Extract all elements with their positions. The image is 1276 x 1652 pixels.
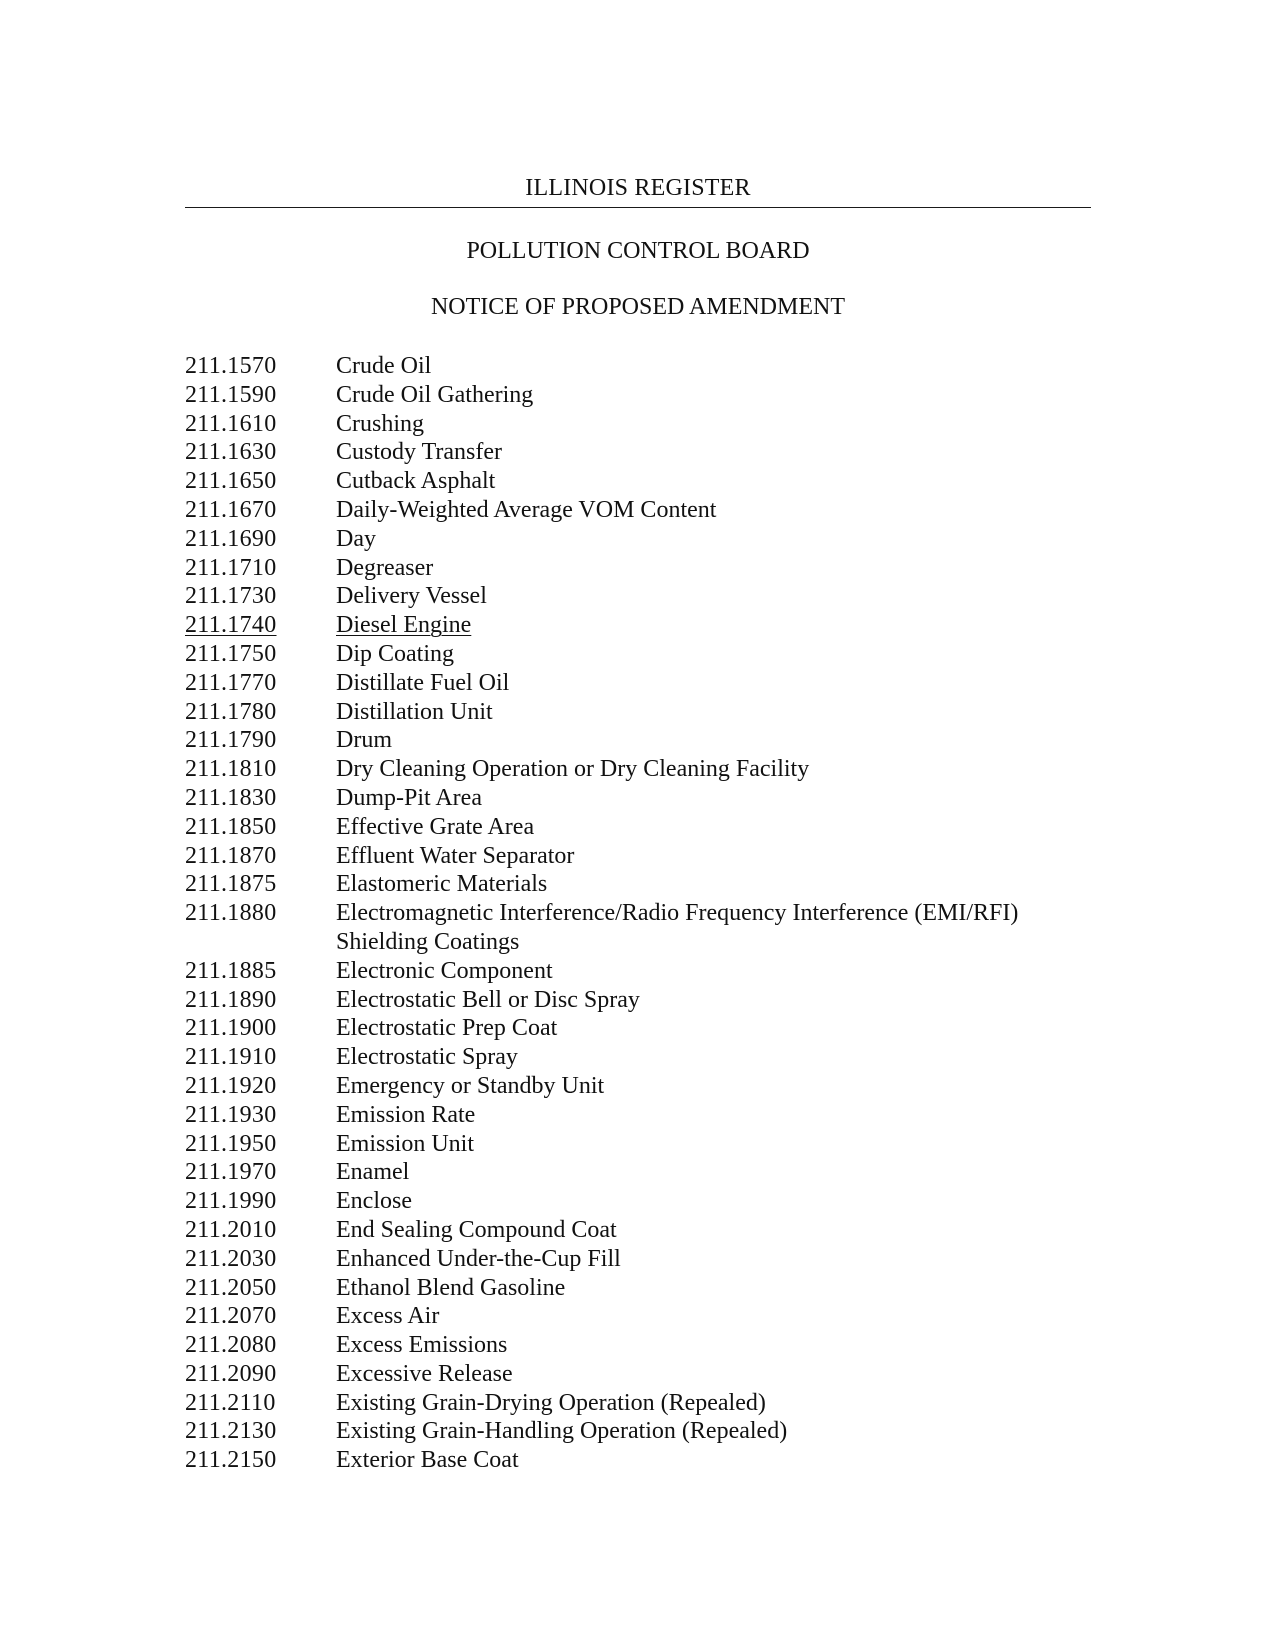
section-number — [185, 1389, 336, 1418]
section-number — [185, 842, 336, 871]
section-term-text: Drum — [336, 727, 392, 754]
section-term — [336, 1302, 1085, 1331]
section-entry — [185, 1216, 1085, 1245]
section-number-text: 211.1630 — [185, 439, 277, 466]
section-term-text: Daily-Weighted Average VOM Content — [336, 496, 717, 523]
section-term-continuation: Shielding Coatings — [336, 928, 520, 955]
section-number-text: 211.1875 — [185, 871, 277, 898]
section-number-text: 211.1690 — [185, 525, 277, 552]
section-term — [336, 784, 1085, 813]
section-entry — [185, 1360, 1085, 1389]
section-number — [185, 698, 336, 727]
section-number — [185, 870, 336, 899]
section-number — [185, 1331, 336, 1360]
section-number — [185, 669, 336, 698]
section-number-text: 211.1650 — [185, 468, 277, 495]
section-term-text: Electrostatic Prep Coat — [336, 1015, 558, 1042]
header-rule — [185, 207, 1091, 208]
section-term — [336, 381, 1085, 410]
section-term — [336, 1417, 1085, 1446]
section-term — [336, 410, 1085, 439]
register-title: ILLINOIS REGISTER — [525, 175, 751, 201]
section-term-text: Emission Unit — [336, 1130, 475, 1157]
section-entry — [185, 582, 1085, 611]
section-entry — [185, 438, 1085, 467]
section-term — [336, 899, 1085, 957]
section-term-text: Enhanced Under-the-Cup Fill — [336, 1245, 621, 1272]
section-term-text: Crushing — [336, 410, 425, 437]
section-entry — [185, 525, 1085, 554]
section-number — [185, 582, 336, 611]
section-entry — [185, 1101, 1085, 1130]
section-term — [336, 611, 1085, 640]
section-entry — [185, 1446, 1085, 1475]
section-term — [336, 1014, 1085, 1043]
section-entry — [185, 1274, 1085, 1303]
section-term-text: End Sealing Compound Coat — [336, 1216, 617, 1243]
section-number-text: 211.1885 — [185, 957, 277, 984]
section-entry — [185, 1331, 1085, 1360]
section-number-text: 211.1570 — [185, 353, 277, 379]
section-term-text: Crude Oil — [336, 353, 432, 379]
notice-title: NOTICE OF PROPOSED AMENDMENT — [430, 294, 846, 320]
section-term — [336, 1360, 1085, 1389]
section-term — [336, 554, 1085, 583]
section-entry — [185, 611, 1085, 640]
section-term — [336, 698, 1085, 727]
section-entry — [185, 669, 1085, 698]
section-number-text: 211.2130 — [185, 1418, 277, 1445]
section-term — [336, 1187, 1085, 1216]
section-term-text: Crude Oil Gathering — [336, 381, 534, 408]
section-term-text: Excess Emissions — [336, 1332, 508, 1359]
section-number-text: 211.1740 — [185, 612, 277, 639]
section-number-text: 211.1770 — [185, 669, 277, 696]
section-term-text: Electrostatic Bell or Disc Spray — [336, 986, 640, 1013]
section-entry — [185, 755, 1085, 784]
section-number-text: 211.2030 — [185, 1245, 277, 1272]
section-term-text: Distillation Unit — [336, 698, 493, 725]
section-number-text: 211.1880 — [185, 900, 277, 927]
section-term-text: Dump-Pit Area — [336, 784, 482, 811]
section-number-text: 211.2090 — [185, 1360, 277, 1387]
section-number — [185, 410, 336, 439]
section-number — [185, 611, 336, 640]
section-term-text: Day — [336, 525, 376, 552]
section-number-text: 211.2070 — [185, 1303, 277, 1330]
section-number — [185, 1158, 336, 1187]
section-entry — [185, 813, 1085, 842]
section-term — [336, 986, 1085, 1015]
section-number — [185, 813, 336, 842]
section-term — [336, 755, 1085, 784]
section-number-text: 211.1990 — [185, 1188, 277, 1215]
section-entry — [185, 842, 1085, 871]
section-term — [336, 496, 1085, 525]
section-number-text: 211.1730 — [185, 583, 277, 610]
section-entry — [185, 1302, 1085, 1331]
section-number — [185, 1302, 336, 1331]
section-number — [185, 1274, 336, 1303]
section-number-text: 211.2110 — [185, 1389, 276, 1416]
board-title: POLLUTION CONTROL BOARD — [466, 238, 810, 264]
section-entry — [185, 1245, 1085, 1274]
section-term — [336, 467, 1085, 496]
section-number — [185, 496, 336, 525]
section-term-text: Exterior Base Coat — [336, 1447, 519, 1474]
section-number-text: 211.1670 — [185, 496, 277, 523]
section-number-text: 211.1780 — [185, 698, 277, 725]
section-term — [336, 813, 1085, 842]
section-entry — [185, 554, 1085, 583]
section-term — [336, 525, 1085, 554]
section-number-text: 211.1850 — [185, 813, 277, 840]
section-entry — [185, 1187, 1085, 1216]
section-number-text: 211.1900 — [185, 1015, 277, 1042]
section-term-text: Existing Grain-Handling Operation (Repealed) — [336, 1418, 788, 1445]
section-entry — [185, 986, 1085, 1015]
section-term — [336, 1389, 1085, 1418]
section-number — [185, 1417, 336, 1446]
section-term — [336, 1216, 1085, 1245]
section-term — [336, 1101, 1085, 1130]
section-term — [336, 726, 1085, 755]
section-term-text: Diesel Engine — [336, 612, 472, 639]
section-number — [185, 726, 336, 755]
section-term-text: Electronic Component — [336, 957, 553, 984]
section-number — [185, 1072, 336, 1101]
section-number — [185, 986, 336, 1015]
section-list — [185, 352, 1085, 1475]
section-number — [185, 352, 336, 381]
section-number — [185, 438, 336, 467]
section-term — [336, 1072, 1085, 1101]
section-entry — [185, 410, 1085, 439]
section-term — [336, 1043, 1085, 1072]
section-number-text: 211.1910 — [185, 1044, 277, 1071]
section-term-text: Ethanol Blend Gasoline — [336, 1274, 566, 1301]
section-entry — [185, 726, 1085, 755]
section-number-text: 211.1890 — [185, 986, 277, 1013]
section-number-text: 211.2080 — [185, 1332, 277, 1359]
section-number — [185, 784, 336, 813]
section-number — [185, 957, 336, 986]
section-number — [185, 1043, 336, 1072]
section-number — [185, 1446, 336, 1475]
section-entry — [185, 957, 1085, 986]
section-term-text: Dry Cleaning Operation or Dry Cleaning Facility — [336, 756, 810, 783]
section-entry — [185, 870, 1085, 899]
section-term-text: Elastomeric Materials — [336, 871, 548, 898]
section-entry — [185, 1417, 1085, 1446]
section-entry — [185, 899, 1085, 957]
section-entry — [185, 784, 1085, 813]
section-term-text: Cutback Asphalt — [336, 468, 496, 495]
section-entry — [185, 1389, 1085, 1418]
section-term — [336, 1130, 1085, 1159]
section-term-text: Excess Air — [336, 1303, 440, 1330]
section-entry — [185, 1130, 1085, 1159]
section-entry — [185, 467, 1085, 496]
section-number — [185, 554, 336, 583]
section-term-text: Excessive Release — [336, 1360, 513, 1387]
section-term — [336, 1245, 1085, 1274]
section-term-text: Existing Grain-Drying Operation (Repealed) — [336, 1389, 766, 1416]
section-number-text: 211.1950 — [185, 1130, 277, 1157]
section-term — [336, 669, 1085, 698]
section-number-text: 211.1590 — [185, 381, 277, 408]
section-term — [336, 842, 1085, 871]
section-entry — [185, 381, 1085, 410]
section-number — [185, 755, 336, 784]
section-number-text: 211.1970 — [185, 1159, 277, 1186]
section-term-text: Enamel — [336, 1159, 410, 1186]
section-term-text: Degreaser — [336, 554, 434, 581]
section-entry — [185, 698, 1085, 727]
section-term-text: Electromagnetic Interference/Radio Frequency Interference (EMI/RFI) — [336, 900, 1019, 927]
section-term — [336, 438, 1085, 467]
section-term — [336, 870, 1085, 899]
section-number — [185, 899, 336, 957]
section-number — [185, 1130, 336, 1159]
section-number — [185, 1014, 336, 1043]
section-number-text: 211.2010 — [185, 1216, 277, 1243]
section-number — [185, 467, 336, 496]
section-term-text: Electrostatic Spray — [336, 1044, 518, 1071]
section-number — [185, 1360, 336, 1389]
section-number-text: 211.1830 — [185, 784, 277, 811]
section-number — [185, 1187, 336, 1216]
section-number — [185, 525, 336, 554]
section-term-text: Delivery Vessel — [336, 583, 487, 610]
section-number — [185, 640, 336, 669]
section-term-text: Distillate Fuel Oil — [336, 669, 510, 696]
section-number-text: 211.2150 — [185, 1447, 277, 1474]
section-term-text: Emergency or Standby Unit — [336, 1072, 605, 1099]
section-entry — [185, 1158, 1085, 1187]
section-term — [336, 1446, 1085, 1475]
section-number-text: 211.1610 — [185, 410, 277, 437]
section-term-text: Emission Rate — [336, 1101, 476, 1128]
section-entry — [185, 352, 1085, 381]
section-number-text: 211.2050 — [185, 1274, 277, 1301]
section-term-text: Custody Transfer — [336, 439, 503, 466]
section-term — [336, 640, 1085, 669]
section-number-text: 211.1930 — [185, 1101, 277, 1128]
section-number-text: 211.1790 — [185, 727, 277, 754]
section-term — [336, 957, 1085, 986]
section-term-text: Dip Coating — [336, 640, 454, 667]
section-term — [336, 1158, 1085, 1187]
section-number — [185, 1245, 336, 1274]
section-term — [336, 1274, 1085, 1303]
section-term — [336, 1331, 1085, 1360]
section-entry — [185, 1014, 1085, 1043]
section-entry — [185, 640, 1085, 669]
section-number-text: 211.1750 — [185, 640, 277, 667]
section-term-text: Enclose — [336, 1188, 412, 1215]
section-term — [336, 582, 1085, 611]
section-number — [185, 381, 336, 410]
section-number-text: 211.1920 — [185, 1072, 277, 1099]
section-number-text: 211.1710 — [185, 554, 277, 581]
section-number-text: 211.1810 — [185, 756, 277, 783]
section-number — [185, 1101, 336, 1130]
section-entry — [185, 496, 1085, 525]
section-number-text: 211.1870 — [185, 842, 277, 869]
section-entry — [185, 1043, 1085, 1072]
section-term — [336, 352, 1085, 381]
section-term-text: Effluent Water Separator — [336, 842, 575, 869]
section-entry — [185, 1072, 1085, 1101]
section-number — [185, 1216, 336, 1245]
section-term-text: Effective Grate Area — [336, 813, 535, 840]
